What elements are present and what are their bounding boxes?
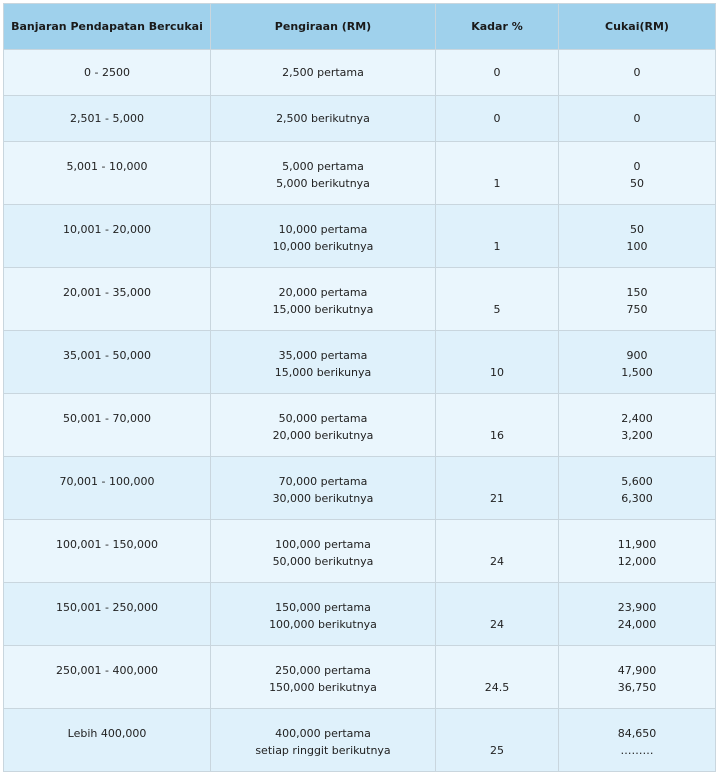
table-row: [4, 457, 716, 520]
tax-line: 12,000: [617, 555, 657, 568]
calculation-cell: [211, 268, 436, 331]
income-range-text: 20,001 - 35,000: [63, 286, 151, 299]
tax-line: 36,750: [617, 681, 657, 694]
calculation-cell: [211, 646, 436, 709]
tax-cell: [559, 394, 716, 457]
rate-cell: [436, 646, 559, 709]
table-row: [4, 96, 716, 142]
calculation-cell: [211, 457, 436, 520]
tax-cell: [559, 331, 716, 394]
tax-line: 0: [633, 112, 641, 125]
calculation-cell: [211, 520, 436, 583]
rate-text: 1: [493, 240, 501, 253]
rate-cell: [436, 142, 559, 205]
calculation-line: 250,000 pertama: [275, 664, 371, 677]
income-range-cell: [4, 205, 211, 268]
rate-cell: [436, 205, 559, 268]
income-range-cell: 0 - 2500: [4, 50, 211, 96]
calculation-cell: [211, 142, 436, 205]
income-range-text: 70,001 - 100,000: [59, 475, 155, 488]
calculation-line: 150,000 pertama: [275, 601, 371, 614]
income-range-text: 10,001 - 20,000: [63, 223, 151, 236]
header-calculation: Pengiraan (RM): [211, 4, 436, 50]
tax-cell: [559, 268, 716, 331]
rate-text: 16: [490, 429, 504, 442]
income-range-cell: [4, 268, 211, 331]
rate-cell: [436, 709, 559, 772]
tax-line: 0: [633, 160, 641, 173]
table-row: [4, 709, 716, 772]
tax-rate-table: [3, 3, 716, 772]
rate-text: 24: [490, 618, 504, 631]
tax-cell: [559, 646, 716, 709]
tax-cell: [559, 520, 716, 583]
income-range-text: 5,001 - 10,000: [66, 160, 148, 173]
tax-line: 50: [630, 223, 644, 236]
rate-cell: [436, 268, 559, 331]
rate-cell: [436, 457, 559, 520]
tax-cell: [559, 142, 716, 205]
tax-line: 5,600: [621, 475, 653, 488]
income-range-text: 50,001 - 70,000: [63, 412, 151, 425]
rate-text: 24: [490, 555, 504, 568]
rate-cell: 0: [436, 96, 559, 142]
tax-line: 3,200: [621, 429, 653, 442]
calculation-cell: [211, 583, 436, 646]
calculation-cell: [211, 50, 436, 96]
tax-line: 24,000: [617, 618, 657, 631]
income-range-cell: [4, 142, 211, 205]
calculation-line: 30,000 berikutnya: [272, 492, 374, 505]
header-tax: Cukai(RM): [559, 4, 716, 50]
calculation-line: 150,000 berikutnya: [269, 681, 377, 694]
calculation-cell: [211, 709, 436, 772]
tax-cell: [559, 709, 716, 772]
calculation-line: 2,500 berikutnya: [276, 112, 370, 125]
income-range-cell: [4, 394, 211, 457]
tax-line: 2,400: [621, 412, 653, 425]
calculation-cell: [211, 96, 436, 142]
header-rate: Kadar %: [436, 4, 559, 50]
calculation-cell: [211, 205, 436, 268]
calculation-cell: [211, 394, 436, 457]
income-range-text: Lebih 400,000: [67, 727, 147, 740]
rate-cell: 0: [436, 50, 559, 96]
calculation-line: 50,000 pertama: [278, 412, 368, 425]
table-row: [4, 583, 716, 646]
rate-text: 10: [490, 366, 504, 379]
tax-line: 900: [626, 349, 648, 362]
rate-cell: [436, 331, 559, 394]
tax-cell: [559, 205, 716, 268]
calculation-line: 15,000 berikutnya: [272, 303, 374, 316]
calculation-line: 400,000 pertama: [275, 727, 371, 740]
calculation-cell: [211, 331, 436, 394]
rate-text: 5: [493, 303, 501, 316]
calculation-line: 70,000 pertama: [278, 475, 368, 488]
calculation-line: 10,000 pertama: [278, 223, 368, 236]
rate-cell: [436, 394, 559, 457]
tax-cell: [559, 96, 716, 142]
table-row: [4, 268, 716, 331]
income-range-cell: [4, 583, 211, 646]
tax-line: 100: [626, 240, 648, 253]
calculation-line: 20,000 berikutnya: [272, 429, 374, 442]
income-range-cell: [4, 457, 211, 520]
table-row: [4, 205, 716, 268]
table-row: [4, 520, 716, 583]
calculation-line: 50,000 berikutnya: [272, 555, 374, 568]
tax-cell: [559, 50, 716, 96]
calculation-line: setiap ringgit berikutnya: [255, 744, 391, 757]
rate-text: 1: [493, 177, 501, 190]
tax-line: 11,900: [617, 538, 657, 551]
income-range-cell: [4, 646, 211, 709]
rate-text: 21: [490, 492, 504, 505]
income-range-cell: [4, 331, 211, 394]
tax-line: 6,300: [621, 492, 653, 505]
tax-line: 1,500: [621, 366, 653, 379]
tax-line: 0: [633, 66, 641, 79]
table-row: [4, 331, 716, 394]
tax-line: 150: [626, 286, 648, 299]
calculation-line: 2,500 pertama: [282, 66, 364, 79]
income-range-cell: [4, 520, 211, 583]
table-header-row: [4, 4, 716, 50]
rate-cell: [436, 583, 559, 646]
tax-line: 50: [630, 177, 644, 190]
table-row: [4, 646, 716, 709]
income-range-text: 150,001 - 250,000: [56, 601, 158, 614]
table-row: [4, 142, 716, 205]
income-range-text: 35,001 - 50,000: [63, 349, 151, 362]
income-range-cell: 2,501 - 5,000: [4, 96, 211, 142]
calculation-line: 20,000 pertama: [278, 286, 368, 299]
calculation-line: 10,000 berikutnya: [272, 240, 374, 253]
calculation-line: 100,000 pertama: [275, 538, 371, 551]
header-income-range: Banjaran Pendapatan Bercukai: [4, 4, 211, 50]
tax-line: 47,900: [617, 664, 657, 677]
income-range-cell: [4, 709, 211, 772]
tax-line: ………: [620, 744, 654, 757]
tax-line: 750: [626, 303, 648, 316]
calculation-line: 5,000 berikutnya: [276, 177, 370, 190]
calculation-line: 100,000 berikutnya: [269, 618, 377, 631]
calculation-line: 5,000 pertama: [282, 160, 364, 173]
tax-cell: [559, 583, 716, 646]
tax-cell: [559, 457, 716, 520]
calculation-line: 35,000 pertama: [278, 349, 368, 362]
tax-line: 23,900: [617, 601, 657, 614]
rate-cell: [436, 520, 559, 583]
income-range-text: 100,001 - 150,000: [56, 538, 158, 551]
rate-text: 25: [490, 744, 504, 757]
table-row: [4, 394, 716, 457]
income-range-text: 250,001 - 400,000: [56, 664, 158, 677]
rate-text: 24.5: [484, 681, 510, 694]
tax-line: 84,650: [617, 727, 657, 740]
calculation-line: 15,000 berikunya: [274, 366, 372, 379]
table-row: [4, 50, 716, 96]
